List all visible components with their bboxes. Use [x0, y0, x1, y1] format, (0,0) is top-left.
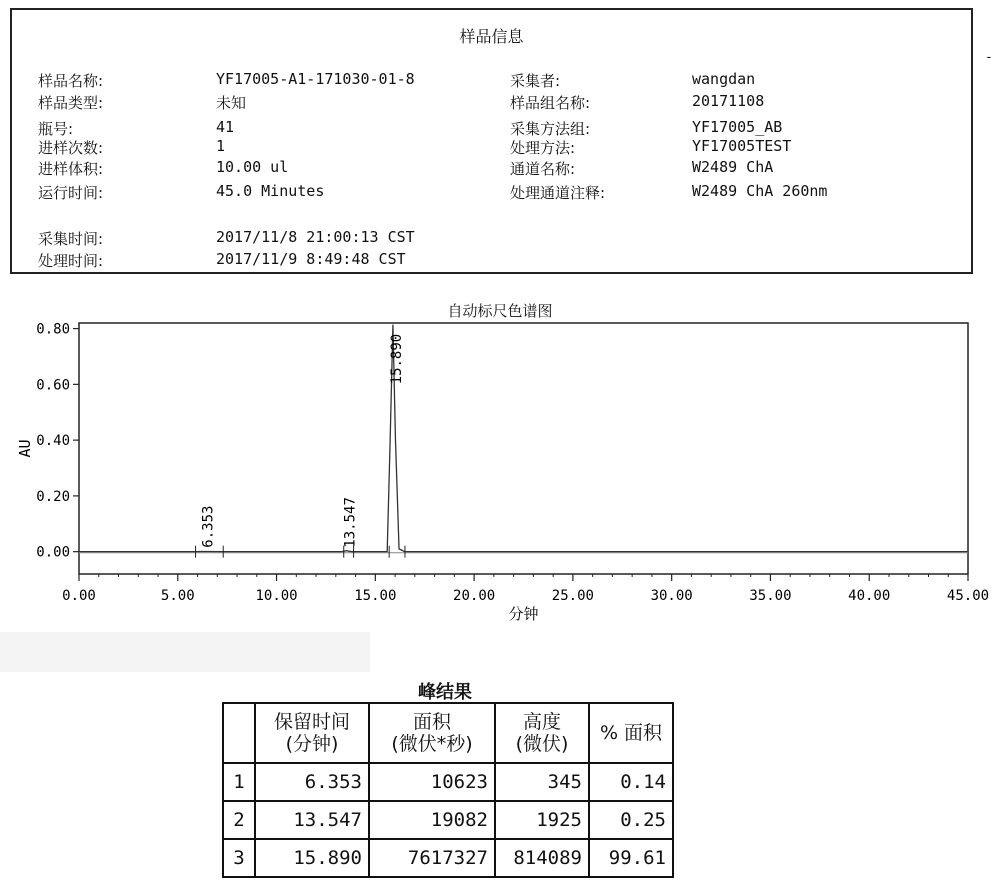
peak-results-table — [222, 702, 674, 878]
y-tick-label: 0.80 — [36, 321, 70, 338]
header-area: 面积 (微伏*秒) — [369, 703, 495, 763]
x-tick-label: 25.00 — [551, 588, 594, 604]
info-value-injection-volume: 10.00 ul — [216, 158, 289, 176]
info-value-channel-name: W2489 ChA — [692, 158, 774, 176]
info-label-sample-name: 样品名称: — [38, 72, 104, 90]
y-tick-label: 0.20 — [36, 488, 70, 505]
info-value-processed-time: 2017/11/9 8:49:48 CST — [216, 250, 406, 268]
info-value-sample-name: YF17005-A1-171030-01-8 — [216, 70, 415, 88]
info-label-sample-type: 样品类型: — [38, 94, 104, 112]
cell-index: 1 — [223, 763, 255, 801]
info-label-injection-volume: 进样体积: — [38, 160, 104, 178]
info-label-processing-method: 处理方法: — [510, 139, 576, 157]
table-row — [223, 839, 673, 877]
info-value-acq-method-set: YF17005_AB — [692, 118, 783, 136]
cell-area: 19082 — [369, 801, 495, 839]
info-label-channel-desc: 处理通道注释: — [510, 184, 606, 202]
info-value-run-time: 45.0 Minutes — [216, 182, 325, 200]
info-label-injection-count: 进样次数: — [38, 139, 104, 157]
peak-label: 13.547 — [342, 497, 359, 548]
info-value-channel-desc: W2489 ChA 260nm — [692, 182, 828, 200]
cell-retention-time: 15.890 — [255, 839, 369, 877]
y-tick-label: 0.00 — [36, 544, 70, 561]
peak-results-title: 峰结果 — [418, 682, 472, 703]
x-tick-label: 5.00 — [160, 588, 195, 604]
y-tick-label: 0.40 — [36, 433, 70, 450]
info-label-run-time: 运行时间: — [38, 184, 104, 202]
cell-area: 10623 — [369, 763, 495, 801]
x-axis-label: 分钟 — [508, 605, 539, 623]
info-value-injection-count: 1 — [216, 137, 226, 155]
x-tick-label: 30.00 — [650, 588, 693, 604]
info-label-acq-method-set: 采集方法组: — [510, 120, 591, 138]
table-header-row — [223, 703, 673, 763]
cell-percent-area: 99.61 — [589, 839, 673, 877]
info-value-acquired-time: 2017/11/8 21:00:13 CST — [216, 228, 415, 246]
cell-area: 7617327 — [369, 839, 495, 877]
header-percent-area: % 面积 — [589, 703, 673, 763]
scan-artifact — [0, 632, 370, 672]
y-tick-label: 0.60 — [36, 377, 70, 394]
header-index — [223, 703, 255, 763]
info-value-acquired-by: wangdan — [692, 70, 756, 88]
info-label-acquired-by: 采集者: — [510, 72, 561, 90]
sample-info-panel — [10, 8, 973, 274]
info-value-sample-type: 未知 — [216, 94, 247, 112]
peak-label: 6.353 — [200, 505, 217, 548]
peak-label: 15.890 — [388, 333, 405, 385]
y-axis-label: AU — [16, 439, 34, 458]
cell-percent-area: 0.25 — [589, 801, 673, 839]
x-tick-label: 0.00 — [62, 588, 96, 604]
cell-height: 814089 — [495, 839, 589, 877]
x-tick-label: 45.00 — [946, 588, 990, 604]
cell-height: 345 — [495, 763, 589, 801]
info-label-acquired-time: 采集时间: — [38, 230, 104, 248]
edge-mark: - — [985, 50, 993, 65]
header-retention-time: 保留时间 (分钟) — [255, 703, 369, 763]
x-tick-label: 10.00 — [255, 588, 298, 604]
x-tick-label: 40.00 — [848, 588, 891, 604]
info-value-processing-method: YF17005TEST — [692, 137, 792, 155]
cell-percent-area: 0.14 — [589, 763, 673, 801]
table-row — [223, 801, 673, 839]
x-tick-label: 15.00 — [354, 588, 397, 604]
chromatogram-chart — [0, 318, 1000, 628]
chart-title: 自动标尺色谱图 — [447, 302, 553, 320]
cell-retention-time: 13.547 — [255, 801, 369, 839]
info-label-sample-set: 样品组名称: — [510, 94, 591, 112]
info-value-vial: 41 — [216, 118, 235, 136]
sample-info-title: 样品信息 — [459, 27, 524, 46]
info-value-sample-set: 20171108 — [692, 92, 765, 110]
cell-retention-time: 6.353 — [255, 763, 369, 801]
cell-index: 3 — [223, 839, 255, 877]
table-row — [223, 763, 673, 801]
info-label-channel-name: 通道名称: — [510, 160, 576, 178]
cell-index: 2 — [223, 801, 255, 839]
x-tick-label: 20.00 — [453, 588, 496, 604]
header-height: 高度 (微伏) — [495, 703, 589, 763]
info-label-vial: 瓶号: — [38, 120, 74, 138]
cell-height: 1925 — [495, 801, 589, 839]
info-label-processed-time: 处理时间: — [38, 252, 104, 270]
x-tick-label: 35.00 — [749, 588, 792, 604]
